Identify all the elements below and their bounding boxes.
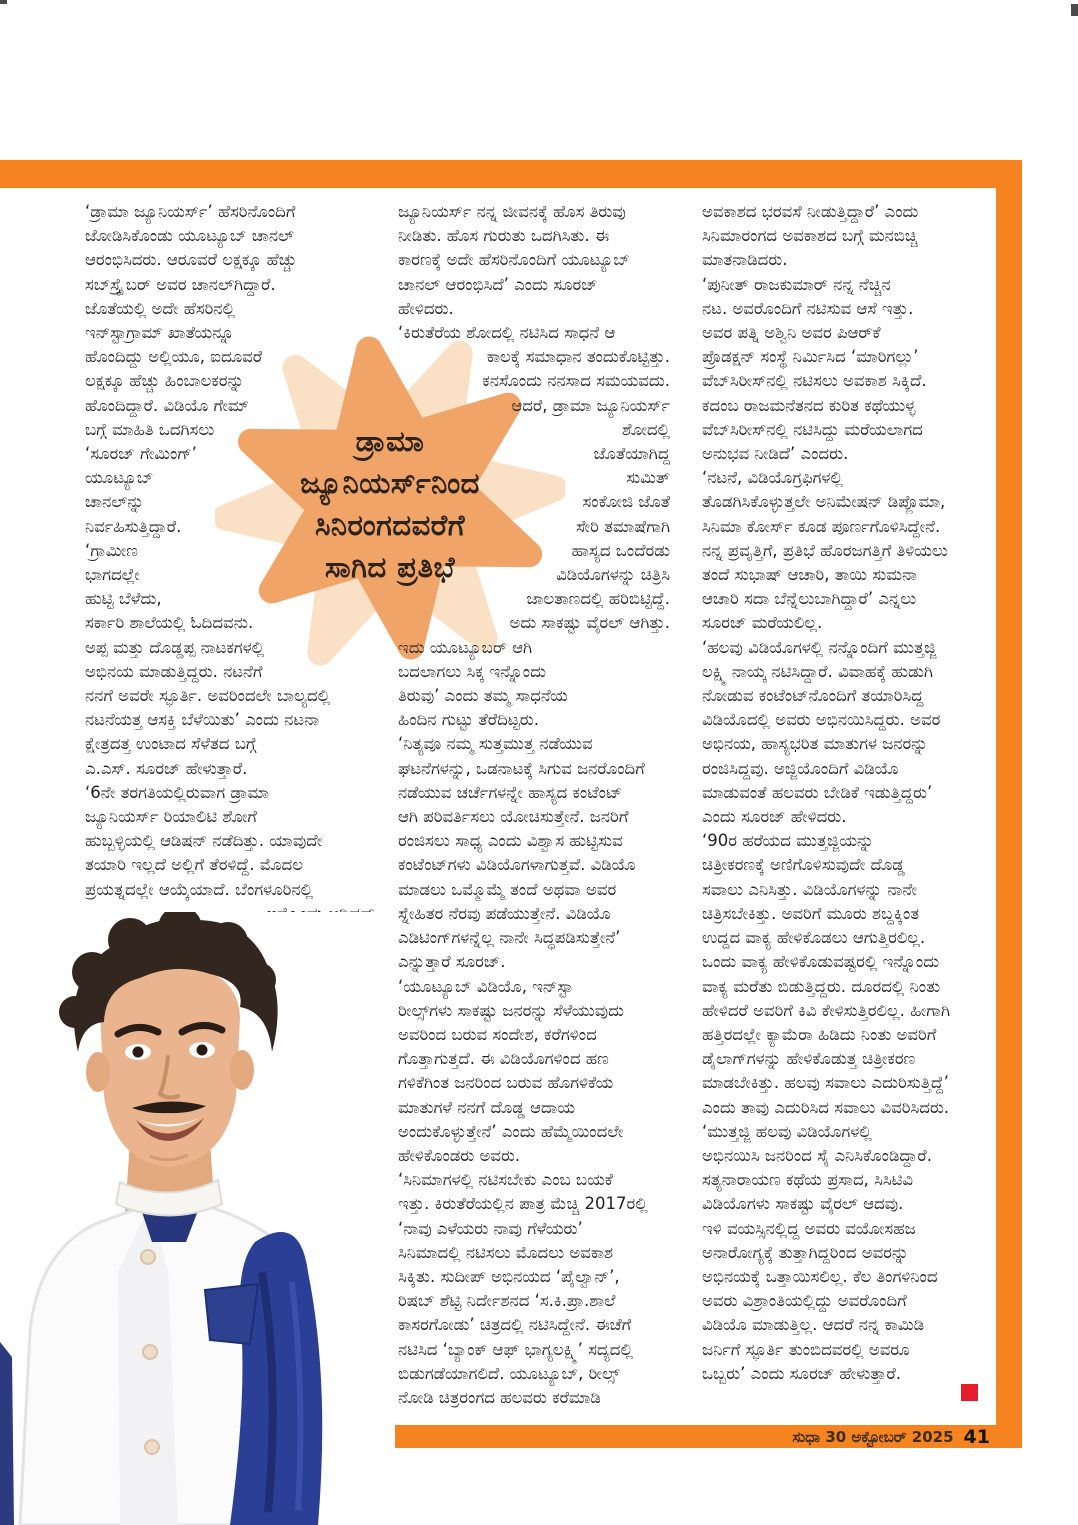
text-line: ವೆಬ್‌ಸಿರೀಸ್‌ನಲ್ಲಿ ನಟಿಸಿದ್ದು ಮರೆಯಲಾಗದ [702, 419, 923, 439]
text-line: ನಟಿಸಿದ ‘ಬ್ಯಾಂಕ್ ಆಫ್ ಭಾಗ್ಯಲಕ್ಷ್ಮಿ’ ಸದ್ಯದಲ್ಲಿ [398, 1339, 633, 1359]
text-line: ‘ನಟನೆ, ವಿಡಿಯೊಗ್ರಫಿಗಳಲ್ಲಿ [702, 468, 843, 488]
column-segment [702, 200, 992, 1386]
text-line: ರಂಜಿಸಿದ್ದವು. ಅಜ್ಜಿಯೊಂದಿಗೆ ವಿಡಿಯೊ [702, 758, 899, 778]
text-line: ಯೂಟ್ಯೂಬ್ [85, 468, 154, 488]
text-line: ಹಿಂದಿನ ಗುಟ್ಟು ತೆರೆದಿಟ್ಟರು. [398, 710, 539, 730]
text-line: ‘6ನೇ ತರಗತಿಯಲ್ಲಿರುವಾಗ ಡ್ರಾಮಾ [85, 782, 270, 802]
text-line: ಚಿತ್ರಿಸಬೇಕಿತ್ತು. ಅವರಿಗೆ ಮೂರು ಶಬ್ದಕ್ಕಿಂತ [702, 903, 920, 923]
text-line: ನಿರ್ವಹಿಸುತ್ತಿದ್ದಾರೆ. [85, 516, 182, 536]
text-line: ಲಕ್ಷಕ್ಕೂ ಹೆಚ್ಚು ಹಿಂಬಾಲಕರನ್ನು [85, 371, 245, 391]
text-line: ಕದಂಬ ರಾಜಮನೆತನದ ಕುರಿತ ಕಥೆಯುಳ್ಳ [702, 395, 916, 415]
text-line: ನೋಡುವ ಕಂಟೆಂಟ್‌ನೊಂದಿಗೆ ತಯಾರಿಸಿದ್ದ [702, 686, 924, 706]
text-line: ಅವರು ವಿಶ್ರಾಂತಿಯಲ್ಲಿದ್ದು ಅವರೊಂದಿಗೆ [702, 1291, 907, 1311]
text-line: ಹೇಳಿದರೆ ಅವರಿಗೆ ಕಿವಿ ಕೇಳಿಸುತ್ತಿರಲಿಲ್ಲ. ಹೀಗಾಗಿ [702, 1000, 950, 1020]
text-line: ಚಿತ್ರೀಕರಣಕ್ಕೆ ಅಣಿಗೊಳಿಸುವುದೇ ದೊಡ್ಡ [702, 855, 905, 875]
text-line: ಚಾನಲ್‌ನ್ನು [85, 492, 144, 512]
text-line: ರಿಷಬ್ ಶೆಟ್ಟಿ ನಿರ್ದೇಶನದ ‘ಸ.ಕಿ.ಪ್ರಾ.ಶಾಲೆ [398, 1291, 616, 1311]
footer-issue-date: ಸುಧಾ 30 ಅಕ್ಟೋಬರ್ 2025 [792, 1427, 954, 1446]
text-line: ಎನ್ನುತ್ತಾರೆ ಸೂರಜ್. [398, 952, 506, 972]
text-line: ಮಾಡಬೇಕಿತ್ತು. ಹಲವು ಸವಾಲು ಎದುರಿಸುತ್ತಿದ್ದೆ’ [702, 1073, 949, 1093]
text-line: ಕನಸೊಂದು ನನಸಾದ ಸಮಯವದು. [482, 371, 670, 391]
text-line: ವಾಕ್ಯ ಮರೆತು ಬಿಡುತ್ತಿದ್ದರು. ದೂರದಲ್ಲಿ ನಿಂತು [702, 976, 941, 996]
text-line: ‘ಮುತ್ತಜ್ಜಿ ಹಲವು ವಿಡಿಯೊಗಳಲ್ಲಿ [702, 1121, 872, 1141]
text-line: ಸಬ್‌ಸ್ಕ್ರೈಬರ್ ಅವರ ಚಾನಲ್‌ಗಿದ್ದಾರೆ. [85, 274, 276, 294]
text-line: ಸೂರಜ್ ಮರೆಯಲಿಲ್ಲ. [702, 613, 823, 633]
text-line: ಅಪ್ಪ ಮತ್ತು ದೊಡ್ಡಪ್ಪ ನಾಟಕಗಳಲ್ಲಿ [85, 637, 265, 657]
text-line: ಅವರ ಪತ್ನಿ ಅಶ್ವಿನಿ ಅವರ ಪಿಆರ್‌ಕೆ [702, 323, 881, 343]
text-line: ಆದರೆ, ಡ್ರಾಮಾ ಜ್ಯೂನಿಯರ್ಸ್ [511, 395, 670, 415]
text-line: ಹಾಸ್ಯದ ಒಂದೆರಡು [571, 540, 670, 560]
text-line: ಹೊಂದಿದ್ದು ಅಲ್ಲಿಯೂ, ಐದೂವರೆ [85, 347, 263, 367]
text-line: ಮಾತುಗಳೆ ನನಗೆ ದೊಡ್ಡ ಆದಾಯ [398, 1097, 575, 1117]
text-line: ಅನಾರೋಗ್ಯಕ್ಕೆ ತುತ್ತಾಗಿದ್ದರಿಂದ ಅವರನ್ನು [702, 1242, 909, 1262]
text-line: ಮಾಡಲು ಒಮ್ಮೊಮ್ಮೆ ತಂದೆ ಅಥವಾ ಅವರ [398, 879, 617, 899]
text-line: ಅದು ಸಾಕಷ್ಟು ವೈರಲ್ ಆಗಿತ್ತು. [509, 613, 670, 633]
text-line: ಹೇಳಿದರು. [398, 298, 454, 318]
text-line: ಒಬ್ಬರು’ ಎಂದು ಸೂರಜ್ ಹೇಳುತ್ತಾರೆ. [702, 1363, 902, 1383]
text-line: ಇನ್‌ಸ್ಟಾಗ್ರಾಮ್ ಖಾತೆಯನ್ನೂ [85, 323, 235, 343]
text-line: ಎಂದು ತಾವು ಎದುರಿಸಿದ ಸವಾಲು ವಿವರಿಸಿದರು. [702, 1097, 950, 1117]
text-line: ತೊಡಗಿಸಿಕೊಳ್ಳುತ್ತಲೇ ಅನಿಮೇಷನ್ ಡಿಪ್ಲೊಮಾ, [702, 492, 946, 512]
text-line: ಕಂಟೆಂಟ್‌ಗಳು ವಿಡಿಯೊಗಳಾಗುತ್ತವೆ. ವಿಡಿಯೊ [398, 855, 636, 875]
text-line: ಸರ್ಕಾರಿ ಶಾಲೆಯಲ್ಲಿ ಓದಿದವನು. [85, 613, 254, 633]
text-line: ಕಾಲಕ್ಕೆ ಸಮಾಧಾನ ತಂದುಕೊಟ್ಟಿತ್ತು. [486, 347, 670, 367]
footer [560, 1425, 990, 1448]
text-line: ಒಂದು ವಾಕ್ಯ ಹೇಳಿಕೊಡುವಷ್ಟರಲ್ಲಿ ಇನ್ನೊಂದು [702, 952, 940, 972]
text-line: ಇದು ಯೂಟ್ಯೂಬರ್ ಆಗಿ [398, 637, 533, 657]
text-line: ಜಾಲತಾಣದಲ್ಲಿ ಹರಿಬಿಟ್ಟಿದ್ದೆ. [526, 589, 670, 609]
text-line: ಆಗಿ ಪರಿವರ್ತಿಸಲು ಯೋಚಿಸುತ್ತೇನೆ. ಜನರಿಗೆ [398, 807, 629, 827]
text-line: ಸಿನಿರಂಗದವರೆಗೆ [314, 508, 466, 542]
frame-right-bar [996, 160, 1022, 1448]
text-line: ‘ನಿತ್ಯವೂ ನಮ್ಮ ಸುತ್ತಮುತ್ತ ನಡೆಯುವ [398, 734, 593, 754]
text-line: ಜೊತೆಯಾಗಿದ್ದ [593, 444, 670, 464]
text-line: ಕಾರಣಕ್ಕೆ ಅದೇ ಹೆಸರಿನೊಂದಿಗೆ ಯೂಟ್ಯೂಬ್ [398, 250, 630, 270]
text-line: ‘ಡ್ರಾಮಾ ಜ್ಯೂನಿಯರ್ಸ್’ ಹೆಸರಿನೊಂದಿಗೆ [85, 202, 296, 221]
text-line: ಸಿಕ್ಕಿತು. ಸುದೀಪ್ ಅಭಿನಯದ ‘ಪೈಲ್ವಾನ್’, [398, 1266, 620, 1286]
text-line: ನಟನೆಯತ್ತ ಆಸಕ್ತಿ ಬೆಳೆಯಿತು’ ಎಂದು ನಟನಾ [85, 710, 320, 730]
text-line: ಮಾಡುವಂತೆ ಹಲವರು ಬೇಡಿಕೆ ಇಡುತ್ತಿದ್ದರು’ [702, 782, 933, 802]
text-line: ಜ್ಯೂನಿಯರ್ಸ್ ನನ್ನ ಜೀವನಕ್ಕೆ ಹೊಸ ತಿರುವು [398, 202, 626, 221]
text-line: ಸತ್ಯನಾರಾಯಣ ಕಥೆಯ ಪ್ರಸಾದ, ಸಿಸಿಟಿವಿ [702, 1170, 914, 1190]
text-line: ಬಿಡುಗಡೆಯಾಗಲಿದೆ. ಯೂಟ್ಯೂಬ್, ರೀಲ್ಸ್ [398, 1363, 620, 1383]
text-line: ಪ್ರೊಡಕ್ಷನ್ ಸಂಸ್ಥೆ ನಿರ್ಮಿಸಿದ ‘ಮಾರಿಗಲ್ಲು’ [702, 347, 919, 367]
text-line: ಸಿನಿಮಾರಂಗದ ಅವಕಾಶದ ಬಗ್ಗೆ ಮನಬಿಚ್ಚಿ [702, 226, 918, 246]
text-line: ಡೈಲಾಗ್‌ಗಳನ್ನು ಹೇಳಿಕೊಡುತ್ತ ಚಿತ್ರೀಕರಣ [702, 1049, 916, 1069]
text-line: ಆರಂಭಿಸಿದರು. ಆರೂವರೆ ಲಕ್ಷಕ್ಕೂ ಹೆಚ್ಚು [85, 250, 297, 270]
text-line: ಭಾಗದಲ್ಲೇ [85, 565, 140, 585]
text-line: ತಯಾರಿ ಇಲ್ಲದೆ ಅಲ್ಲಿಗೆ ತೆರಳಿದ್ದೆ. ಮೊದಲ [85, 855, 303, 875]
text-line: ‘ಕಿರುತೆರೆಯ ಶೋದಲ್ಲಿ ನಟಿಸಿದ ಸಾಧನೆ ಆ [398, 323, 616, 343]
text-line: ಹುಬ್ಬಳ್ಳಿಯಲ್ಲಿ ಆಡಿಷನ್ ನಡೆದಿತ್ತು. ಯಾವುದೇ [85, 831, 323, 851]
text-line: ‘ಹಲವು ವಿಡಿಯೊಗಳಲ್ಲಿ ನನ್ನೊಂದಿಗೆ ಮುತ್ತಜ್ಜಿ [702, 637, 937, 657]
text-line: ಮಾತನಾಡಿದರು. [702, 250, 788, 270]
text-line: ಸ್ನೇಹಿತರ ನೆರವು ಪಡೆಯುತ್ತೇನೆ. ವಿಡಿಯೊ [398, 903, 611, 923]
text-line: ಜರ್ನಿಗೆ ಸ್ಫೂರ್ತಿ ತುಂಬಿದವರಲ್ಲಿ ಅವರೂ [702, 1339, 910, 1359]
text-line: ಕ್ಷೇತ್ರದತ್ತ ಉಂಟಾದ ಸೆಳೆತದ ಬಗ್ಗೆ [85, 734, 257, 754]
text-line: ಕಾಸರಗೋಡು’ ಚಿತ್ರದಲ್ಲಿ ನಟಿಸಿದ್ದೇನೆ. ಈಚೆಗೆ [398, 1315, 632, 1335]
article-end-mark [961, 1384, 978, 1401]
text-line: ‘ಪುನೀತ್ ರಾಜಕುಮಾರ್ ನನ್ನ ನೆಚ್ಚಿನ [702, 274, 891, 294]
text-line: ಅಭಿನಯಕ್ಕೆ ಒತ್ತಾಯಿಸಲಿಲ್ಲ. ಕೆಲ ತಿಂಗಳಿನಿಂದ [702, 1266, 938, 1286]
text-line: ಹೇಳಿಕೊಂಡರು ಅವರು. [398, 1145, 521, 1165]
text-line: ಪ್ರಯತ್ನದಲ್ಲೇ ಆಯ್ಕೆಯಾದೆ. ಬೆಂಗಳೂರಿನಲ್ಲಿ [85, 879, 314, 899]
article-column-3 [702, 200, 992, 1386]
text-line: ಸಿನಿಮಾದಲ್ಲಿ ನಟಿಸಲು ಮೊದಲು ಅವಕಾಶ [398, 1242, 614, 1262]
text-line: ಹುಟ್ಟಿ ಬೆಳೆದು, [85, 589, 162, 609]
text-line: ಇಳಿ ವಯಸ್ಸಿನಲ್ಲಿದ್ದ ಅವರು ವಯೋಸಹಜ [702, 1218, 916, 1238]
text-line: ಶೋದಲ್ಲಿ [621, 419, 670, 439]
text-line: ಜ್ಯೂನಿಯರ್ಸ್‌ನಿಂದ [300, 466, 480, 500]
text-line: ವಿಡಿಯೊದಲ್ಲಿ ಅವರು ಅಭಿನಯಿಸಿದ್ದರು. ಅವರ [702, 710, 941, 730]
text-line: ಜ್ಯೂನಿಯರ್ಸ್ ರಿಯಾಲಿಟಿ ಶೋಗೆ [85, 807, 257, 827]
text-line: ಬದಲಾಗಲು ಸಿಕ್ಕ ಇನ್ನೊಂದು [398, 661, 546, 681]
text-line: ‘ಸಿನಿಮಾಗಳಲ್ಲಿ ನಟಿಸಬೇಕು ಎಂಬ ಬಯಕೆ [398, 1170, 613, 1190]
text-line: ನೀಡಿತು. ಹೊಸ ಗುರುತು ಒದಗಿಸಿತು. ಈ [398, 226, 610, 246]
column-segment [398, 200, 690, 345]
text-line: ಅವಕಾಶದ ಭರವಸೆ ನೀಡುತ್ತಿದ್ದಾರೆ’ ಎಂದು [702, 202, 919, 221]
text-line: ನನಗೆ ಅವರೇ ಸ್ಫೂರ್ತಿ. ಅವರಿಂದಲೇ ಬಾಲ್ಯದಲ್ಲಿ [85, 686, 331, 706]
text-line: ಎಂದು ಸೂರಜ್ ಹೇಳಿದರು. [702, 807, 847, 827]
column-segment [85, 200, 395, 902]
text-line: ಲಕ್ಷ್ಮಿ ನಾಯ್ಕ ನಟಿಸಿದ್ದಾರೆ. ವಿವಾಹಕ್ಕೆ ಹುಡುಗಿ [702, 661, 933, 681]
column-segment [398, 636, 690, 1411]
text-line: ‘ಗ್ರಾಮೀಣ [85, 540, 138, 560]
text-line: ತಂದೆ ಸುಭಾಷ್ ಆಚಾರಿ, ತಾಯಿ ಸುಮನಾ [702, 565, 917, 585]
text-line: ಎಡಿಟಿಂಗ್‌ಗಳನ್ನೆಲ್ಲ ನಾನೇ ಸಿದ್ಧಪಡಿಸುತ್ತೇನೆ’ [398, 928, 621, 948]
text-line: ಅಭಿನಯಿಸಿ ಜನರಿಂದ ಸೈ ಎನಿಸಿಕೊಂಡಿದ್ದಾರೆ. [702, 1145, 932, 1165]
text-line: ಜೊತೆಯಲ್ಲಿ ಅದೇ ಹೆಸರಿನಲ್ಲಿ [85, 298, 235, 318]
text-line: ರಂಜಿಸಲು ಸಾಧ್ಯ ಎಂದು ವಿಶ್ವಾಸ ಹುಟ್ಟಿಸುವ [398, 831, 623, 851]
text-line: ಗೊತ್ತಾಗುತ್ತದೆ. ಈ ವಿಡಿಯೊಗಳಿಂದ ಹಣ [398, 1049, 609, 1069]
text-line: ಘಟನೆಗಳನ್ನು, ಒಡನಾಟಕ್ಕೆ ಸಿಗುವ ಜನರೊಂದಿಗೆ [398, 758, 645, 778]
text-line: ವಿಡಿಯೊಗಳನ್ನು ಚಿತ್ರಿಸಿ [556, 565, 670, 585]
text-line: ಅಂದುಕೊಳ್ಳುತ್ತೇನೆ’ ಎಂದು ಹೆಮ್ಮೆಯಿಂದಲೇ [398, 1121, 624, 1141]
text-line: ಡ್ರಾಮಾ [355, 424, 425, 458]
text-line: ವೆಬ್‌ಸಿರೀಸ್‌ನಲ್ಲಿ ನಟಿಸಲು ಅವಕಾಶ ಸಿಕ್ಕಿದೆ. [702, 371, 927, 391]
text-line: ಸವಾಲು ಎನಿಸಿತ್ತು. ವಿಡಿಯೊಗಳನ್ನು ನಾನೇ [702, 879, 917, 899]
text-line: ಅಭಿನಯ, ಹಾಸ್ಯಭರಿತ ಮಾತುಗಳ ಜನರನ್ನು [702, 734, 928, 754]
footer-page-number: 41 [963, 1425, 990, 1448]
text-line: ವಿಡಿಯೊ ಮಾಡುತ್ತಿಲ್ಲ. ಆದರೆ ನನ್ನ ಕಾಮಿಡಿ [702, 1315, 925, 1335]
text-line: ‘ಯೂಟ್ಯೂಬ್ ವಿಡಿಯೊ, ಇನ್‌ಸ್ಟಾ [398, 976, 574, 996]
text-line: ತಿರುವು’ ಎಂದು ತಮ್ಮ ಸಾಧನೆಯ [398, 686, 568, 706]
text-line: ‘ಸೂರಜ್ ಗೇಮಿಂಗ್’ [85, 444, 197, 464]
text-line: ಎ.ಎಸ್. ಸೂರಜ್ ಹೇಳುತ್ತಾರೆ. [85, 758, 248, 778]
text-line: ಅಭಿನಯ ಮಾಡುತ್ತಿದ್ದರು. ನಟನೆಗೆ [85, 661, 263, 681]
portrait-photo [0, 912, 395, 1525]
text-line: ನೋಡಿ ಚಿತ್ರರಂಗದ ಹಲವರು ಕರೆಮಾಡಿ [398, 1387, 601, 1407]
frame-top-bar [0, 160, 1022, 188]
crop-mark [0, 0, 7, 4]
text-line: ವಿಡಿಯೊಗಳು ಸಾಕಷ್ಟು ವೈರಲ್ ಆದವು. [702, 1194, 904, 1214]
article-column-2 [398, 200, 690, 1410]
text-line: ಹೊಂದಿದ್ದಾರೆ. ವಿಡಿಯೊ ಗೇಮ್ [85, 395, 249, 415]
text-line: ಸಿನಿಮಾ ಕೋರ್ಸ್ ಕೂಡ ಪೂರ್ಣಗೊಳಿಸಿದ್ದೇನೆ. [702, 516, 941, 536]
text-line: ಜೋಡಿಸಿಕೊಂಡು ಯೂಟ್ಯೂಬ್ ಚಾನಲ್ [85, 226, 295, 246]
text-line: ರೀಲ್ಸ್‌ಗಳು ಸಾಕಷ್ಟು ಜನರನ್ನು ಸೆಳೆಯುವುದು [398, 1000, 625, 1020]
text-line: ಸಾಗಿದ ಪ್ರತಿಭೆ [324, 550, 456, 584]
text-line: ಗಳಿಕೆಗಿಂತ ಜನರಿಂದ ಬರುವ ಹೊಗಳಿಕೆಯ [398, 1073, 614, 1093]
text-line: ಹತ್ತಿರದಲ್ಲೇ ಕ್ಯಾಮೆರಾ ಹಿಡಿದು ನಿಂತು ಅವರಿಗೆ [702, 1024, 937, 1044]
text-line: ಸುಮಿತ್ [626, 468, 670, 488]
text-line: ‘90ರ ಹರೆಯದ ಮುತ್ತಜ್ಜಿಯನ್ನು [702, 831, 874, 851]
text-line: ನಡೆಯುವ ಚರ್ಚೆಗಳನ್ನೇ ಹಾಸ್ಯದ ಕಂಟೆಂಟ್ [398, 782, 623, 802]
text-line: ‘ನಾವು ಎಳೆಯರು ನಾವು ಗೆಳೆಯರು’ [398, 1218, 583, 1238]
text-line: ನಟ. ಅವರೊಂದಿಗೆ ನಟಿಸುವ ಆಸೆ ಇತ್ತು. [702, 298, 914, 318]
text-line: ಸೇರಿ ತಮಾಷೆಗಾಗಿ [575, 516, 670, 536]
text-line: ಸಂಕೋಜಿ ಜೊತೆ [582, 492, 670, 512]
crop-mark [1071, 4, 1078, 16]
text-line: ಆಚಾರಿ ಸದಾ ಬೆನ್ನೆಲುಬಾಗಿದ್ದಾರೆ’ ಎನ್ನಲು [702, 589, 917, 609]
text-line: ಇತ್ತು. ಕಿರುತೆರೆಯಲ್ಲಿನ ಪಾತ್ರ ಮೆಚ್ಚಿ 2017ರಲ್ಲಿ [398, 1194, 648, 1214]
text-line: ನನ್ನ ಪ್ರವೃತ್ತಿಗೆ, ಪ್ರತಿಭೆ ಹೊರಜಗತ್ತಿಗೆ ತಿಳಿಯಲು [702, 540, 948, 560]
text-line: ಅನುಭವ ನೀಡಿದೆ’ ಎಂದರು. [702, 444, 849, 464]
text-line: ಉದ್ದದ ವಾಕ್ಯ ಹೇಳಿಕೊಡಲು ಆಗುತ್ತಿರಲಿಲ್ಲ. [702, 928, 926, 948]
text-line: ಚಾನಲ್ ಆರಂಭಿಸಿದೆ’ ಎಂದು ಸೂರಜ್ [398, 274, 598, 294]
column-segment [398, 345, 690, 635]
text-line: ಬಗ್ಗೆ ಮಾಹಿತಿ ಒದಗಿಸಲು [85, 419, 215, 439]
text-line: ಅವರಿಂದ ಬರುವ ಸಂದೇಶ, ಕರೆಗಳಿಂದ [398, 1024, 597, 1044]
